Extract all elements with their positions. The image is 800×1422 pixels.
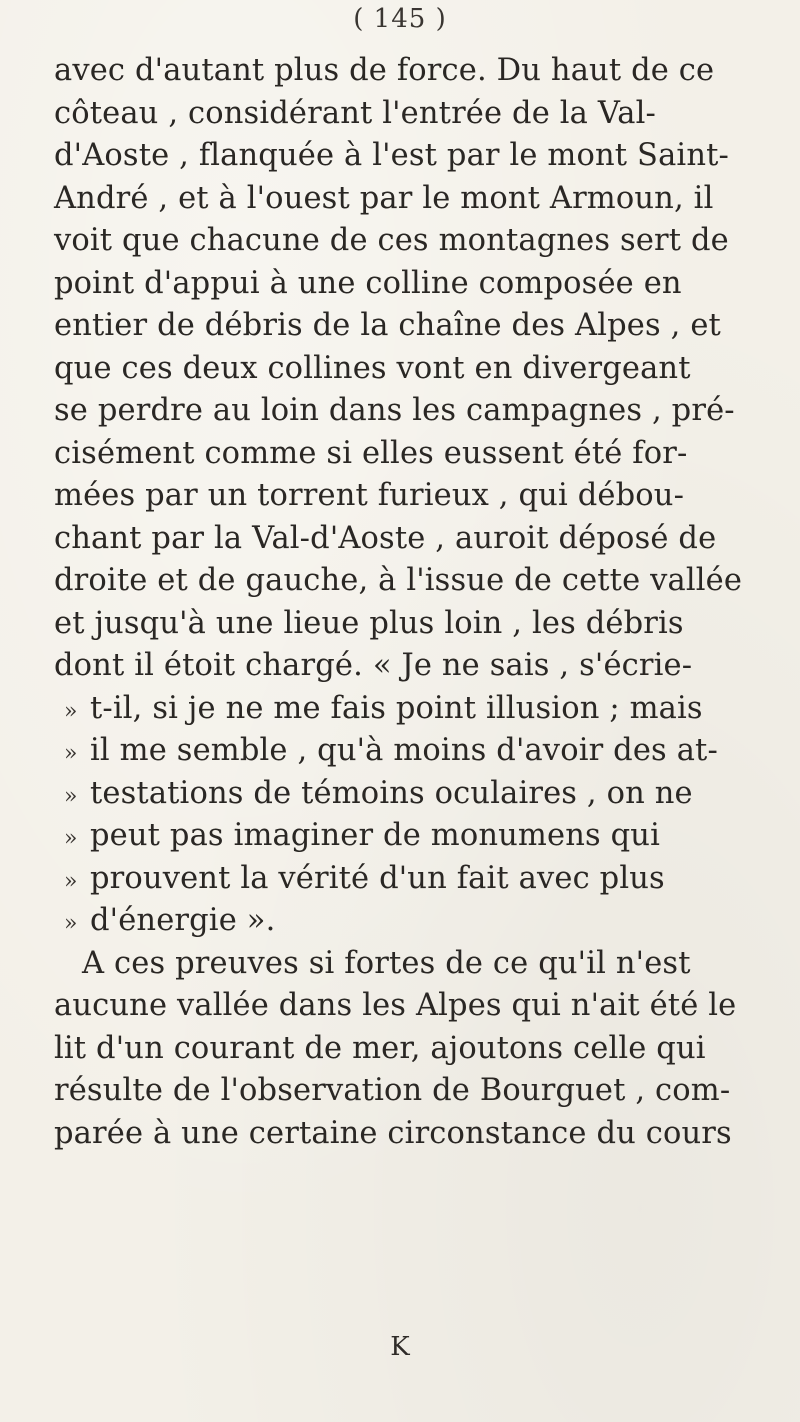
guillemet-mark: » bbox=[64, 741, 78, 766]
guillemet-mark: » bbox=[64, 826, 78, 851]
text-line bbox=[54, 433, 774, 476]
line-text: prouvent la vérité d'un fait avec plus bbox=[90, 860, 665, 896]
line-text: mées par un torrent furieux , qui débou- bbox=[54, 478, 685, 513]
line-text: lit d'un courant de mer, ajoutons celle qui bbox=[54, 1030, 706, 1066]
guillemet-mark: » bbox=[64, 783, 78, 809]
text-line bbox=[54, 475, 774, 518]
text-line bbox=[54, 135, 774, 178]
line-text: d'Aoste , flanquée à l'est par le mont Saint- bbox=[54, 138, 729, 173]
line-text: testations de témoins oculaires , on ne bbox=[90, 775, 693, 811]
line-text: entier de débris de la chaîne des Alpes , et bbox=[54, 308, 721, 343]
text-line bbox=[54, 1070, 774, 1113]
text-line bbox=[54, 305, 774, 348]
text-line bbox=[54, 1028, 774, 1071]
text-line bbox=[54, 178, 774, 221]
line-text: chant par la Val-d'Aoste , auroit déposé de bbox=[54, 520, 717, 556]
quoted-line bbox=[54, 688, 774, 731]
line-text: côteau , considérant l'entrée de la Val- bbox=[54, 95, 656, 131]
quoted-line bbox=[54, 730, 774, 773]
line-text: cisément comme si elles eussent été for- bbox=[54, 435, 688, 471]
signature-mark: K bbox=[390, 1332, 410, 1362]
quoted-line bbox=[54, 815, 774, 858]
quoted-line bbox=[54, 900, 774, 943]
line-text: se perdre au loin dans les campagnes , pré- bbox=[54, 393, 735, 428]
line-text: point d'appui à une colline composée en bbox=[54, 265, 682, 301]
text-line bbox=[54, 220, 774, 263]
line-text: et jusqu'à une lieue plus loin , les débris bbox=[54, 605, 684, 641]
text-line bbox=[54, 645, 774, 688]
line-text: dont il étoit chargé. « Je ne sais , s'écrie- bbox=[54, 648, 693, 683]
page-number-header: ( 145 ) bbox=[353, 4, 447, 34]
body-text bbox=[54, 50, 774, 1155]
guillemet-mark: » bbox=[64, 911, 78, 936]
line-text: parée à une certaine circonstance du cours bbox=[54, 1115, 732, 1151]
quoted-line bbox=[54, 773, 774, 816]
text-line bbox=[54, 348, 774, 391]
line-text: droite et de gauche, à l'issue de cette vallée bbox=[54, 563, 743, 598]
text-line bbox=[54, 263, 774, 306]
guillemet-mark: » bbox=[64, 698, 78, 724]
text-line bbox=[54, 518, 774, 561]
line-text: d'énergie ». bbox=[90, 903, 276, 938]
text-line bbox=[54, 1113, 774, 1156]
text-line bbox=[54, 50, 774, 93]
text-line bbox=[54, 390, 774, 433]
guillemet-mark: » bbox=[64, 868, 78, 894]
line-text: avec d'autant plus de force. Du haut de ce bbox=[54, 53, 715, 88]
quoted-line bbox=[54, 858, 774, 901]
line-text: A ces preuves si fortes de ce qu'il n'est bbox=[82, 945, 691, 981]
text-line bbox=[54, 560, 774, 603]
line-text: voit que chacune de ces montagnes sert de bbox=[54, 223, 729, 258]
line-text: résulte de l'observation de Bourguet , com- bbox=[54, 1073, 731, 1108]
text-line bbox=[54, 603, 774, 646]
text-line bbox=[54, 985, 774, 1028]
line-text: peut pas imaginer de monumens qui bbox=[90, 818, 661, 853]
line-text: André , et à l'ouest par le mont Armoun, il bbox=[54, 180, 714, 216]
text-line bbox=[54, 93, 774, 136]
line-text: il me semble , qu'à moins d'avoir des at- bbox=[90, 733, 718, 768]
line-text: que ces deux collines vont en divergeant bbox=[54, 350, 691, 386]
line-text: aucune vallée dans les Alpes qui n'ait été le bbox=[54, 988, 737, 1023]
paragraph-start-line bbox=[54, 943, 774, 986]
line-text: t-il, si je ne me fais point illusion ; mais bbox=[90, 690, 703, 726]
